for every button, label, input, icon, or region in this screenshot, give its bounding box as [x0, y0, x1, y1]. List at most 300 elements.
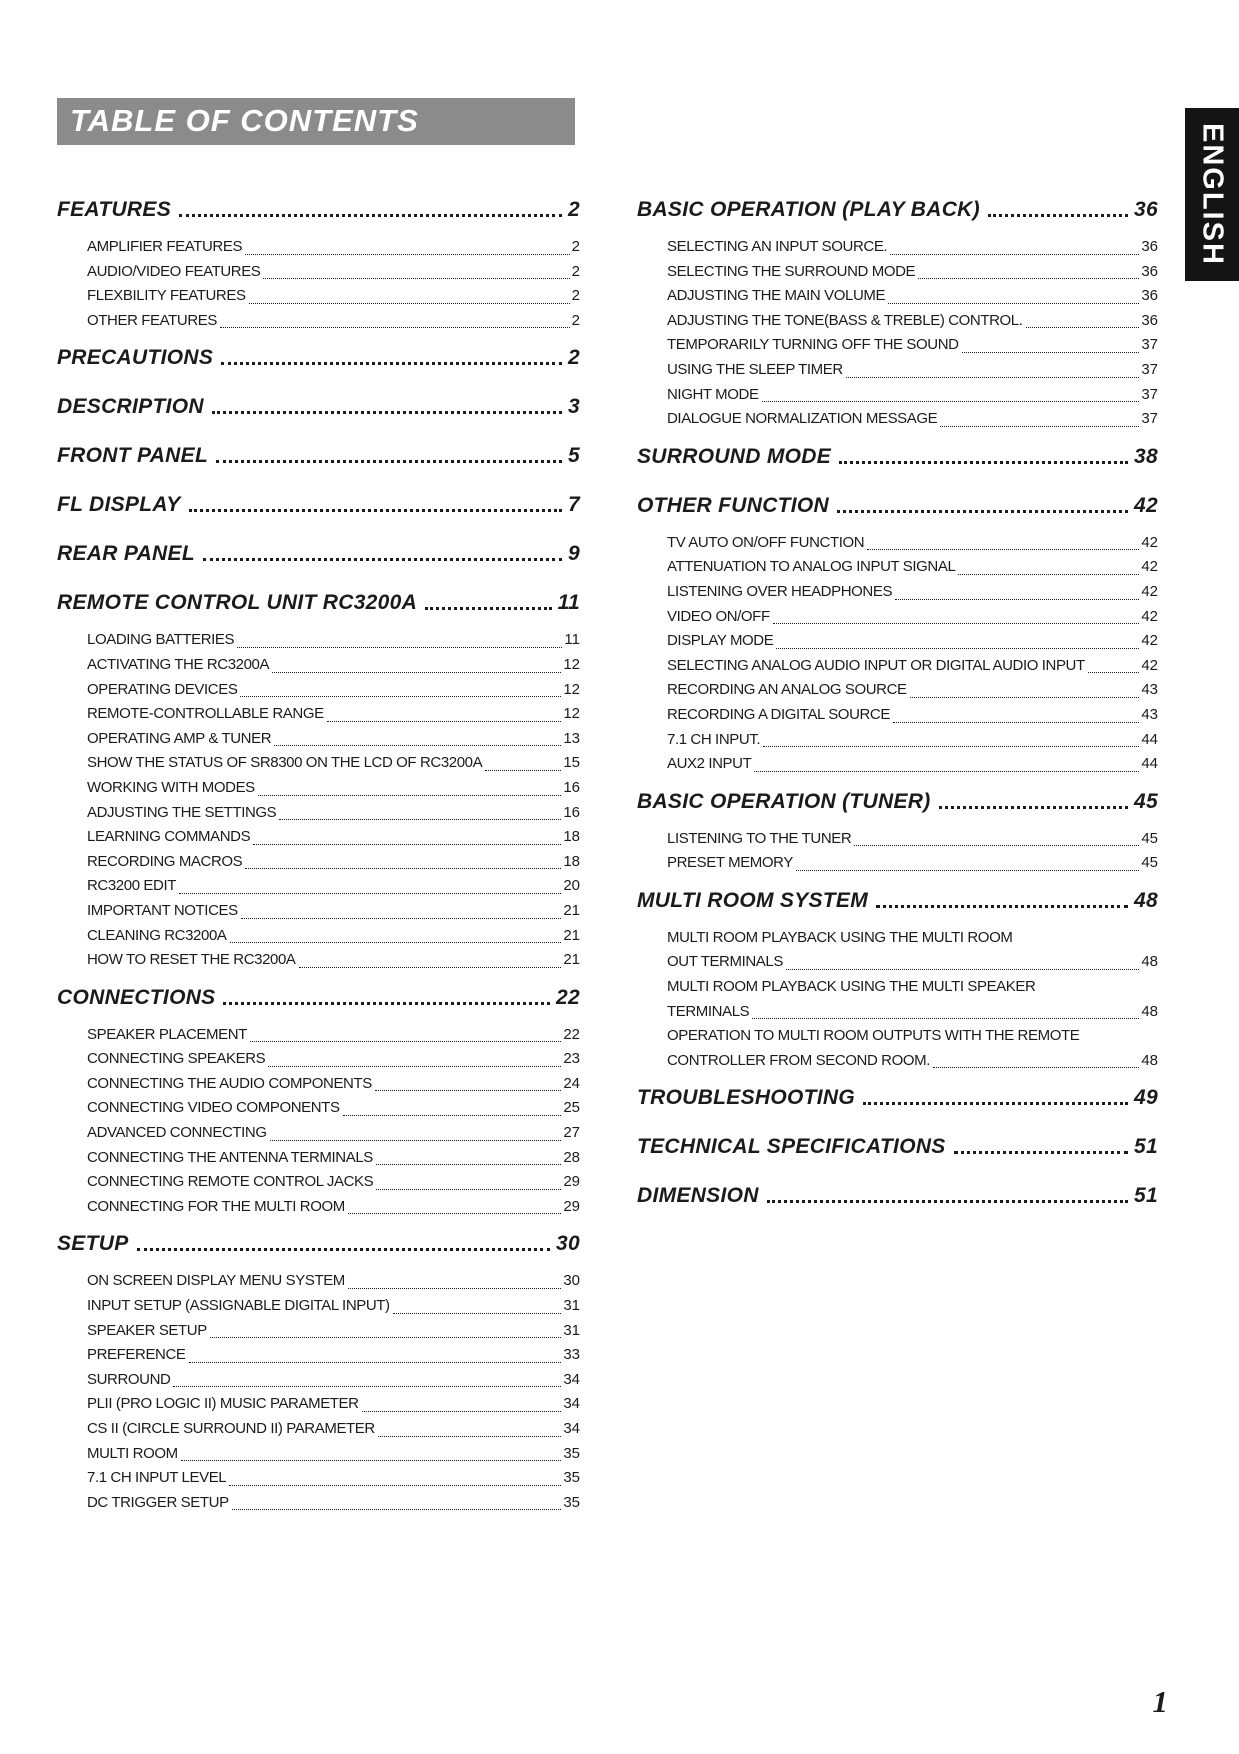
toc-section-title: SURROUND MODE [637, 444, 832, 468]
toc-entry-label: ADJUSTING THE TONE(BASS & TREBLE) CONTROL. [667, 311, 1023, 329]
dot-leader [179, 893, 561, 894]
dot-leader [837, 510, 1128, 513]
toc-entry-label: TEMPORARILY TURNING OFF THE SOUND [667, 336, 959, 354]
toc-section-heading [57, 590, 580, 616]
toc-section-title: TROUBLESHOOTING [637, 1086, 855, 1110]
toc-section-page-number: 38 [1134, 444, 1158, 468]
toc-section-page-number: 42 [1134, 493, 1158, 517]
dot-leader [299, 967, 562, 968]
toc-entry [637, 752, 1158, 777]
dot-leader [240, 696, 561, 697]
dot-leader [762, 401, 1140, 402]
toc-section-heading [57, 197, 580, 223]
toc-entry-page-number: 34 [563, 1420, 580, 1437]
toc-section [637, 493, 1158, 777]
toc-entry [57, 776, 580, 801]
toc-entry-label: ADJUSTING THE SETTINGS [87, 803, 277, 821]
toc-entry [637, 580, 1158, 605]
dot-leader [1088, 672, 1140, 673]
toc-entry [57, 1047, 580, 1072]
toc-section [57, 394, 580, 420]
dot-leader [393, 1313, 562, 1314]
toc-entry-page-number: 42 [1141, 558, 1158, 576]
toc-entry [57, 284, 580, 309]
toc-entry-label: IMPORTANT NOTICES [87, 901, 238, 919]
toc-section-page-number: 22 [556, 985, 580, 1009]
dot-leader [378, 1436, 561, 1437]
dot-leader [962, 352, 1140, 353]
dot-leader [890, 254, 1139, 255]
toc-entry-page-number: 30 [563, 1272, 580, 1290]
toc-entry [57, 924, 580, 949]
toc-entry-label: CONNECTING THE ANTENNA TERMINALS [87, 1148, 373, 1166]
toc-section-page-number: 51 [1134, 1135, 1158, 1159]
toc-entry-label: ON SCREEN DISPLAY MENU SYSTEM [87, 1272, 345, 1290]
toc-entry-label: PRESET MEMORY [667, 854, 793, 872]
toc-entry [57, 309, 580, 334]
toc-entry [637, 284, 1158, 309]
language-tab-label: ENGLISH [1196, 123, 1229, 266]
dot-leader [189, 509, 562, 512]
toc-entry-page-number: 2 [571, 262, 580, 280]
toc-entry-page-number: 44 [1141, 730, 1158, 748]
toc-entry [57, 874, 580, 899]
toc-entry [637, 260, 1158, 285]
toc-entry [57, 1170, 580, 1195]
toc-entry [637, 851, 1158, 876]
toc-entry [637, 531, 1158, 556]
toc-entry-page-number: 36 [1141, 287, 1158, 305]
toc-entry-page-number: 42 [1141, 533, 1158, 551]
dot-leader [221, 362, 562, 365]
toc-entry [637, 1000, 1158, 1025]
toc-entry-page-number: 23 [563, 1050, 580, 1068]
dot-leader [763, 746, 1139, 747]
toc-entry [637, 975, 1158, 1000]
toc-entry-label: NIGHT MODE [667, 385, 759, 403]
toc-entry-label: MULTI ROOM PLAYBACK USING THE MULTI SPEAKER [667, 978, 1036, 996]
toc-section-page-number: 49 [1134, 1086, 1158, 1110]
dot-leader [245, 254, 570, 255]
toc-entry-page-number: 35 [563, 1444, 580, 1462]
dot-leader [237, 647, 562, 648]
toc-entry-label: LISTENING TO THE TUNER [667, 829, 852, 847]
dot-leader [245, 868, 561, 869]
toc-section-page-number: 30 [556, 1232, 580, 1256]
toc-entry-page-number: 21 [563, 901, 580, 919]
toc-entry-label: 7.1 CH INPUT LEVEL [87, 1469, 227, 1487]
toc-entry-page-number: 16 [563, 803, 580, 821]
toc-entry-label: CS II (CIRCLE SURROUND II) PARAMETER [87, 1420, 375, 1437]
toc-section-heading [637, 444, 1158, 470]
toc-entry-label: CONNECTING SPEAKERS [87, 1050, 266, 1068]
toc-entry [57, 702, 580, 727]
language-tab [1185, 108, 1239, 281]
dot-leader [272, 672, 561, 673]
dot-leader [958, 574, 1139, 575]
page-title: TABLE OF CONTENTS [70, 102, 419, 138]
dot-leader [940, 426, 1139, 427]
toc-entry [57, 1466, 580, 1491]
toc-entry [57, 1343, 580, 1368]
toc-entry-label: CLEANING RC3200A [87, 926, 227, 944]
dot-leader [876, 905, 1128, 908]
toc-entry-label: SHOW THE STATUS OF SR8300 ON THE LCD OF RC3200A [87, 754, 483, 772]
toc-entry-page-number: 42 [1141, 582, 1158, 600]
toc-section-title: TECHNICAL SPECIFICATIONS [637, 1135, 946, 1159]
toc-entry-page-number: 33 [563, 1346, 580, 1364]
toc-entry-page-number: 37 [1141, 336, 1158, 354]
toc-section-page-number: 9 [568, 542, 580, 566]
toc-entry-label: CONNECTING VIDEO COMPONENTS [87, 1099, 340, 1117]
toc-entry-page-number: 48 [1141, 1051, 1158, 1069]
toc-section-page-number: 36 [1134, 198, 1158, 221]
toc-section [637, 1183, 1158, 1209]
toc-section [637, 1134, 1158, 1160]
toc-entry [637, 235, 1158, 260]
toc-entry [57, 1146, 580, 1171]
toc-entry-label: RC3200 EDIT [87, 877, 176, 895]
toc-section-title: DIMENSION [637, 1184, 759, 1208]
dot-leader [854, 845, 1139, 846]
toc-entry-label: ACTIVATING THE RC3200A [87, 655, 270, 673]
toc-entry-label: USING THE SLEEP TIMER [667, 360, 843, 378]
dot-leader [229, 1485, 561, 1486]
toc-entry-label: AMPLIFIER FEATURES [87, 238, 243, 255]
toc-section-title: FEATURES [57, 198, 172, 221]
dot-leader [223, 1002, 550, 1005]
dot-leader [203, 558, 562, 561]
toc-entry-page-number: 37 [1141, 360, 1158, 378]
toc-entry [637, 605, 1158, 630]
toc-entry-page-number: 29 [563, 1197, 580, 1215]
dot-leader [274, 745, 561, 746]
toc-section [57, 590, 580, 972]
dot-leader [348, 1213, 561, 1214]
dot-leader [895, 599, 1139, 600]
dot-leader [181, 1460, 562, 1461]
toc-section-heading [57, 1231, 580, 1257]
toc-entry-page-number: 18 [563, 852, 580, 870]
toc-entry-page-number: 36 [1141, 238, 1158, 255]
toc-entry [637, 703, 1158, 728]
dot-leader [893, 722, 1139, 723]
toc-section-title: REMOTE CONTROL UNIT RC3200A [57, 591, 418, 615]
toc-entry [57, 850, 580, 875]
toc-section-title: PRECAUTIONS [57, 346, 214, 370]
toc-entry-label: DISPLAY MODE [667, 632, 774, 650]
toc-entry-page-number: 18 [563, 828, 580, 846]
toc-section-title: SETUP [57, 1232, 129, 1256]
dot-leader [376, 1164, 561, 1165]
toc-entry-label: DIALOGUE NORMALIZATION MESSAGE [667, 410, 938, 428]
dot-leader [253, 844, 561, 845]
dot-leader [263, 278, 569, 279]
toc-entry-page-number: 35 [563, 1493, 580, 1511]
dot-leader [796, 870, 1139, 871]
toc-entry-label: REMOTE-CONTROLLABLE RANGE [87, 705, 324, 723]
dot-leader [210, 1337, 561, 1338]
toc-entry [57, 1072, 580, 1097]
toc-entry-page-number: 27 [563, 1124, 580, 1142]
toc-section [57, 443, 580, 469]
toc-entry [57, 801, 580, 826]
dot-leader [754, 771, 1139, 772]
dot-leader [220, 327, 570, 328]
toc-entry-label: CONNECTING REMOTE CONTROL JACKS [87, 1173, 374, 1191]
toc-section-heading [637, 1134, 1158, 1160]
toc-entry [57, 678, 580, 703]
toc-entry-label: OTHER FEATURES [87, 311, 217, 329]
toc-entry-page-number: 21 [563, 926, 580, 944]
toc-section-heading [57, 492, 580, 518]
toc-section-heading [57, 985, 580, 1011]
toc-entry-page-number: 42 [1141, 632, 1158, 650]
toc-entry-page-number: 31 [563, 1321, 580, 1339]
toc-entry-label: OUT TERMINALS [667, 953, 783, 971]
toc-entry [57, 825, 580, 850]
toc-entry-page-number: 24 [563, 1074, 580, 1092]
toc-entry-page-number: 31 [563, 1297, 580, 1315]
toc-entry-page-number: 34 [563, 1395, 580, 1413]
toc-entry [637, 950, 1158, 975]
toc-entry-page-number: 35 [563, 1469, 580, 1487]
toc-section-heading [57, 541, 580, 567]
dot-leader [773, 623, 1140, 624]
toc-entry-page-number: 42 [1141, 656, 1158, 674]
toc-entry [57, 899, 580, 924]
dot-leader [839, 461, 1128, 464]
dot-leader [268, 1066, 561, 1067]
toc-entry-label: AUDIO/VIDEO FEATURES [87, 262, 261, 280]
toc-entry-page-number: 42 [1141, 607, 1158, 625]
toc-entry-page-number: 25 [563, 1099, 580, 1117]
toc-entry-page-number: 15 [563, 754, 580, 772]
dot-leader [888, 303, 1139, 304]
toc-entry-label: RECORDING MACROS [87, 852, 243, 870]
dot-leader [179, 214, 562, 217]
toc-entry-page-number: 44 [1141, 755, 1158, 773]
toc-section [57, 541, 580, 567]
dot-leader [846, 377, 1139, 378]
dot-leader [939, 806, 1129, 809]
toc-entry [57, 1319, 580, 1344]
toc-entry-label: ADJUSTING THE MAIN VOLUME [667, 287, 886, 305]
toc-entry-page-number: 16 [563, 778, 580, 796]
toc-entry [637, 555, 1158, 580]
toc-entry-page-number: 48 [1141, 953, 1158, 971]
toc-entry-label: PLII (PRO LOGIC II) MUSIC PARAMETER [87, 1395, 359, 1413]
toc-section-heading [57, 394, 580, 420]
toc-entry-label: PREFERENCE [87, 1346, 186, 1364]
toc-section-page-number: 5 [568, 444, 580, 468]
toc-entry-label: ATTENUATION TO ANALOG INPUT SIGNAL [667, 558, 956, 576]
toc-entry [57, 1023, 580, 1048]
toc-entry-label: RECORDING A DIGITAL SOURCE [667, 705, 890, 723]
toc-entry [637, 827, 1158, 852]
page-title-banner [57, 98, 575, 145]
toc-section [57, 197, 580, 333]
toc-entry-page-number: 20 [563, 877, 580, 895]
dot-leader [173, 1386, 561, 1387]
toc-entry-page-number: 37 [1141, 385, 1158, 403]
toc-section-title: CONNECTIONS [57, 985, 216, 1009]
toc-section [57, 1231, 580, 1515]
dot-leader [189, 1362, 562, 1363]
dot-leader [933, 1067, 1139, 1068]
toc-entry [57, 751, 580, 776]
toc-entry-page-number: 34 [563, 1370, 580, 1388]
toc-entry-label: TERMINALS [667, 1002, 750, 1020]
dot-leader [216, 460, 562, 463]
toc-entry [57, 1269, 580, 1294]
toc-entry-label: TV AUTO ON/OFF FUNCTION [667, 533, 865, 551]
dot-leader [343, 1115, 562, 1116]
toc-section [637, 444, 1158, 470]
toc-section-title: DESCRIPTION [57, 395, 204, 419]
toc-left-column [57, 197, 580, 1511]
toc-entry-page-number: 2 [571, 238, 580, 255]
toc-entry-page-number: 37 [1141, 410, 1158, 428]
toc-section-title: OTHER FUNCTION [637, 493, 830, 517]
toc-right-column [637, 197, 1158, 1209]
toc-entry-label: CONTROLLER FROM SECOND ROOM. [667, 1051, 930, 1069]
dot-leader [954, 1151, 1128, 1154]
toc-entry [57, 1121, 580, 1146]
dot-leader [241, 918, 562, 919]
toc-section-title: BASIC OPERATION (PLAY BACK) [637, 198, 980, 221]
toc-section-page-number: 48 [1134, 888, 1158, 912]
toc-entry [637, 728, 1158, 753]
dot-leader [327, 721, 562, 722]
dot-leader [279, 819, 561, 820]
toc-entry-label: SELECTING ANALOG AUDIO INPUT OR DIGITAL AUDIO INPUT [667, 656, 1085, 674]
toc-entry-label: CONNECTING FOR THE MULTI ROOM [87, 1197, 345, 1215]
toc-entry [57, 1491, 580, 1516]
toc-section-heading [57, 443, 580, 469]
toc-section-title: MULTI ROOM SYSTEM [637, 888, 869, 912]
toc-section-title: FRONT PANEL [57, 444, 209, 468]
toc-entry [637, 926, 1158, 951]
toc-section-heading [637, 1085, 1158, 1111]
dot-leader [212, 411, 562, 414]
toc-section-page-number: 2 [568, 198, 580, 221]
toc-entry-label: AUX2 INPUT [667, 755, 752, 773]
toc-entry-page-number: 36 [1141, 262, 1158, 280]
toc-entry-label: SPEAKER PLACEMENT [87, 1025, 247, 1043]
toc-entry [637, 629, 1158, 654]
toc-section [637, 789, 1158, 876]
toc-entry-label: FLEXBILITY FEATURES [87, 287, 246, 305]
dot-leader [863, 1102, 1128, 1105]
toc-section-heading [637, 197, 1158, 223]
toc-entry [57, 1294, 580, 1319]
toc-entry [637, 1049, 1158, 1074]
dot-leader [362, 1411, 562, 1412]
dot-leader [425, 607, 552, 610]
toc-entry [57, 260, 580, 285]
toc-entry-label: OPERATING DEVICES [87, 680, 238, 698]
toc-entry-page-number: 29 [563, 1173, 580, 1191]
toc-section-heading [637, 1183, 1158, 1209]
toc-entry-label: SELECTING THE SURROUND MODE [667, 262, 916, 280]
toc-entry-label: OPERATION TO MULTI ROOM OUTPUTS WITH THE REMOTE [667, 1027, 1080, 1045]
toc-entry-label: MULTI ROOM [87, 1444, 178, 1462]
toc-entry [637, 358, 1158, 383]
toc-entry [637, 678, 1158, 703]
toc-entry-label: ADVANCED CONNECTING [87, 1124, 267, 1142]
toc-entry [57, 1442, 580, 1467]
toc-entry-label: SPEAKER SETUP [87, 1321, 207, 1339]
toc-section-heading [637, 888, 1158, 914]
dot-leader [230, 942, 562, 943]
toc-entry [637, 309, 1158, 334]
toc-entry-page-number: 45 [1141, 829, 1158, 847]
toc-section-page-number: 11 [557, 591, 580, 615]
dot-leader [1026, 327, 1140, 328]
toc-section-page-number: 51 [1134, 1184, 1158, 1208]
toc-section-title: REAR PANEL [57, 542, 195, 566]
toc-section-page-number: 2 [568, 346, 580, 370]
toc-section-title: FL DISPLAY [57, 493, 181, 517]
toc-section [637, 888, 1158, 1074]
dot-leader [752, 1018, 1139, 1019]
toc-entry-label: LISTENING OVER HEADPHONES [667, 582, 893, 600]
toc-entry-label: DC TRIGGER SETUP [87, 1493, 229, 1511]
dot-leader [786, 969, 1139, 970]
toc-entry-label: SELECTING AN INPUT SOURCE. [667, 238, 888, 255]
toc-entry-label: LEARNING COMMANDS [87, 828, 251, 846]
toc-section [637, 197, 1158, 432]
toc-entry-label: MULTI ROOM PLAYBACK USING THE MULTI ROOM [667, 928, 1013, 946]
toc-entry-page-number: 45 [1141, 854, 1158, 872]
toc-entry-page-number: 36 [1141, 311, 1158, 329]
dot-leader [270, 1140, 562, 1141]
toc-entry [57, 628, 580, 653]
toc-section [57, 345, 580, 371]
toc-entry-page-number: 21 [563, 951, 580, 969]
toc-entry [57, 1392, 580, 1417]
dot-leader [776, 648, 1139, 649]
toc-section-page-number: 7 [568, 493, 580, 517]
toc-entry-page-number: 12 [563, 705, 580, 723]
toc-section-page-number: 45 [1134, 789, 1158, 813]
dot-leader [867, 549, 1139, 550]
dot-leader [375, 1090, 561, 1091]
dot-leader [910, 697, 1140, 698]
toc-entry [637, 407, 1158, 432]
dot-leader [249, 303, 570, 304]
dot-leader [137, 1248, 551, 1251]
toc-entry-page-number: 11 [564, 631, 580, 649]
toc-entry-label: LOADING BATTERIES [87, 631, 235, 649]
toc-entry-page-number: 48 [1141, 1002, 1158, 1020]
toc-entry-label: SURROUND [87, 1370, 171, 1388]
toc-entry [57, 1417, 580, 1442]
toc-entry [637, 383, 1158, 408]
dot-leader [767, 1200, 1128, 1203]
toc-entry-page-number: 12 [563, 655, 580, 673]
toc-entry-page-number: 2 [571, 311, 580, 329]
toc-section-page-number: 3 [568, 395, 580, 419]
toc-entry [637, 654, 1158, 679]
dot-leader [348, 1288, 561, 1289]
toc-entry [57, 1096, 580, 1121]
toc-entry-page-number: 43 [1141, 681, 1158, 699]
toc-entry [637, 1024, 1158, 1049]
toc-entry-label: INPUT SETUP (ASSIGNABLE DIGITAL INPUT) [87, 1297, 390, 1315]
dot-leader [232, 1509, 562, 1510]
